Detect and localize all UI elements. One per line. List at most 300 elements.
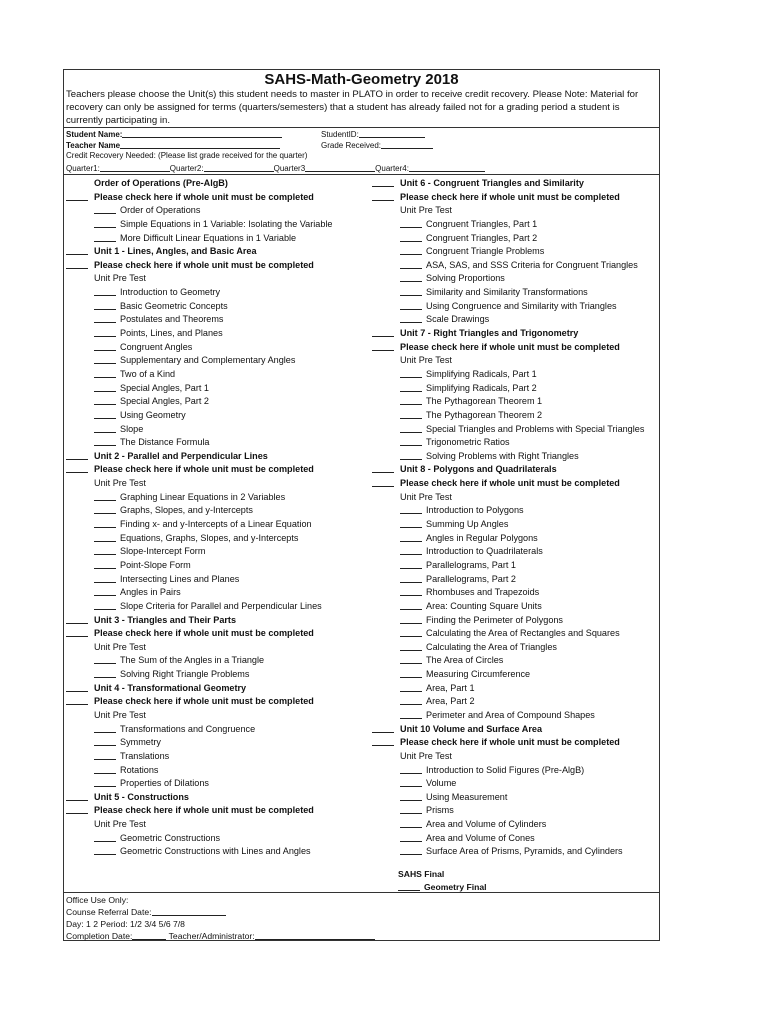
- checkbox-blank[interactable]: [94, 736, 116, 746]
- unit-pre-test: [372, 354, 660, 368]
- lesson-item-label: The Sum of the Angles in a Triangle: [120, 655, 265, 666]
- checkbox-blank[interactable]: [372, 463, 394, 473]
- unit-heading-label: Unit 1 - Lines, Angles, and Basic Area: [94, 246, 257, 257]
- checkbox-blank[interactable]: [400, 845, 422, 855]
- checkbox-blank[interactable]: [94, 586, 116, 596]
- checkbox-blank[interactable]: [94, 491, 116, 501]
- lesson-item-label: Symmetry: [120, 737, 161, 748]
- checkbox-blank[interactable]: [400, 791, 422, 801]
- checkbox-blank[interactable]: [400, 709, 422, 719]
- lesson-item[interactable]: [372, 436, 660, 450]
- checkbox-blank[interactable]: [400, 313, 422, 323]
- checkbox-blank[interactable]: [94, 764, 116, 774]
- lesson-item[interactable]: [66, 341, 366, 355]
- lesson-item[interactable]: [372, 395, 660, 409]
- checkbox-blank[interactable]: [400, 436, 422, 446]
- lesson-item-label: Supplementary and Complementary Angles: [120, 355, 296, 366]
- lesson-item[interactable]: [66, 573, 366, 587]
- lesson-item[interactable]: [66, 218, 366, 232]
- unit-heading-label: Unit 6 - Congruent Triangles and Similarity: [400, 178, 584, 188]
- checkbox-blank[interactable]: [94, 654, 116, 664]
- checkbox-blank[interactable]: [400, 450, 422, 460]
- unit-heading[interactable]: [66, 450, 366, 464]
- unit-heading-label: Unit 4 - Transformational Geometry: [94, 682, 247, 693]
- checkbox-blank[interactable]: [94, 382, 116, 392]
- lesson-item[interactable]: [372, 300, 660, 314]
- checkbox-blank[interactable]: [372, 191, 394, 201]
- quarter4-line[interactable]: [409, 162, 485, 172]
- whole-unit-check[interactable]: [66, 191, 366, 205]
- lesson-item-label: Translations: [120, 750, 170, 761]
- checkbox-blank[interactable]: [94, 300, 116, 310]
- lesson-item-label: Prisms: [426, 805, 454, 816]
- lesson-item[interactable]: [372, 682, 660, 696]
- lesson-item[interactable]: [372, 586, 660, 600]
- whole-unit-check-label: Please check here if whole unit must be completed: [94, 628, 314, 639]
- unit-pre-test-label: Unit Pre Test: [400, 491, 452, 502]
- lesson-item-label: Points, Lines, and Planes: [120, 328, 223, 339]
- counsel-referral-label: Counse Referral Date:: [66, 907, 152, 917]
- unit-pre-test-label: Unit Pre Test: [94, 819, 146, 830]
- unit-pre-test-label: Unit Pre Test: [94, 641, 146, 652]
- whole-unit-check-label: Please check here if whole unit must be completed: [94, 464, 314, 475]
- checkbox-blank[interactable]: [94, 518, 116, 528]
- checkbox-blank[interactable]: [400, 368, 422, 378]
- checkbox-blank[interactable]: [400, 395, 422, 405]
- lesson-item[interactable]: [66, 654, 366, 668]
- lesson-item-label: Area: Counting Square Units: [426, 600, 542, 611]
- unit-heading[interactable]: [372, 723, 660, 737]
- checkbox-blank[interactable]: [400, 764, 422, 774]
- lesson-item-label: Congruent Triangle Problems: [426, 246, 545, 257]
- whole-unit-check[interactable]: [372, 341, 660, 355]
- checkbox-blank[interactable]: [400, 286, 422, 296]
- whole-unit-check-label: Please check here if whole unit must be completed: [400, 478, 620, 489]
- lesson-item[interactable]: [372, 600, 660, 614]
- unit-heading[interactable]: [372, 327, 660, 341]
- unit-heading-label: Unit 5 - Constructions: [94, 791, 189, 802]
- checkbox-blank[interactable]: [400, 682, 422, 692]
- grade-received-line[interactable]: [381, 139, 433, 149]
- checkbox-blank[interactable]: [372, 327, 394, 337]
- lesson-item[interactable]: [372, 259, 660, 273]
- lesson-item-label: Using Geometry: [120, 409, 186, 420]
- lesson-item[interactable]: [372, 695, 660, 709]
- unit-pre-test: [66, 818, 366, 832]
- lesson-item[interactable]: [372, 382, 660, 396]
- unit-heading[interactable]: [372, 463, 660, 477]
- checkbox-blank[interactable]: [94, 723, 116, 733]
- lesson-item-label: Scale Drawings: [426, 314, 490, 325]
- checkbox-blank[interactable]: [94, 286, 116, 296]
- lesson-item[interactable]: [66, 832, 366, 846]
- checkbox-blank[interactable]: [66, 450, 88, 460]
- checkbox-blank[interactable]: [94, 341, 116, 351]
- lesson-item-label: Introduction to Solid Figures (Pre-AlgB): [426, 764, 585, 775]
- checkbox-blank[interactable]: [400, 654, 422, 664]
- checkbox-blank[interactable]: [400, 272, 422, 282]
- quarter1-label: Quarter1:: [66, 164, 100, 173]
- lesson-item-label: Point-Slope Form: [120, 559, 191, 570]
- checkbox-blank[interactable]: [94, 218, 116, 228]
- lesson-item-label: Slope: [120, 423, 144, 434]
- checkbox-blank[interactable]: [94, 232, 116, 242]
- lesson-item-label: Transformations and Congruence: [120, 723, 256, 734]
- lesson-item[interactable]: [372, 764, 660, 778]
- lesson-item-label: Area and Volume of Cylinders: [426, 819, 547, 830]
- right-unit-column: [372, 177, 660, 859]
- unit-heading[interactable]: [66, 177, 366, 191]
- checkbox-blank[interactable]: [94, 668, 116, 678]
- lesson-item[interactable]: [66, 600, 366, 614]
- checkbox-blank[interactable]: [94, 832, 116, 842]
- lesson-item[interactable]: [66, 232, 366, 246]
- lesson-item[interactable]: [372, 368, 660, 382]
- divider: [64, 174, 659, 175]
- instructions-text: Teachers please choose the Unit(s) this student needs to master in PLATO in order to receive credit recovery. Please Note: Material for recovery can only be assigned for terms (quarters/semesters) that a student has already failed not for a grading period a student is currently participating in.: [66, 89, 639, 126]
- teacher-admin-line[interactable]: [255, 930, 375, 940]
- checkbox-blank[interactable]: [94, 504, 116, 514]
- checkbox-blank[interactable]: [94, 354, 116, 364]
- unit-heading[interactable]: [66, 682, 366, 696]
- quarter4-label: Quarter4:: [375, 164, 409, 173]
- checkbox-blank[interactable]: [400, 695, 422, 705]
- checkbox-blank[interactable]: [398, 881, 420, 891]
- checkbox-blank[interactable]: [400, 777, 422, 787]
- lesson-item[interactable]: [372, 286, 660, 300]
- lesson-item-label: ASA, SAS, and SSS Criteria for Congruent Triangles: [426, 259, 638, 270]
- whole-unit-check[interactable]: [66, 463, 366, 477]
- lesson-item[interactable]: [66, 382, 366, 396]
- completion-date-label: Completion Date:: [66, 931, 133, 941]
- lesson-item-label: Area, Part 1: [426, 682, 475, 693]
- checkbox-blank[interactable]: [400, 818, 422, 828]
- lesson-item-label: Graphing Linear Equations in 2 Variables: [120, 491, 286, 502]
- checkbox-blank[interactable]: [400, 627, 422, 637]
- checkbox-blank[interactable]: [372, 177, 394, 187]
- lesson-item[interactable]: [66, 300, 366, 314]
- checkbox-blank[interactable]: [94, 395, 116, 405]
- quarter3-line[interactable]: [305, 162, 375, 172]
- lesson-item-label: Introduction to Quadrilaterals: [426, 546, 543, 557]
- final-heading: SAHS Final: [398, 869, 445, 879]
- lesson-item[interactable]: [66, 286, 366, 300]
- lesson-item[interactable]: [66, 736, 366, 750]
- checkbox-blank[interactable]: [66, 682, 88, 692]
- unit-heading-label: Unit 2 - Parallel and Perpendicular Lines: [94, 450, 268, 461]
- lesson-item-label: Equations, Graphs, Slopes, and y-Intercepts: [120, 532, 299, 543]
- lesson-item-label: Rhombuses and Trapezoids: [426, 587, 540, 598]
- checkbox-blank[interactable]: [94, 750, 116, 760]
- lesson-item-label: Basic Geometric Concepts: [120, 300, 228, 311]
- checkbox-blank[interactable]: [400, 641, 422, 651]
- checkbox-blank[interactable]: [66, 463, 88, 473]
- form-title: SAHS-Math-Geometry 2018: [264, 71, 459, 88]
- checkbox-blank[interactable]: [66, 191, 88, 201]
- unit-heading[interactable]: [372, 177, 660, 191]
- unit-heading-label: Order of Operations (Pre-AlgB): [94, 178, 228, 188]
- checkbox-blank[interactable]: [400, 382, 422, 392]
- final-section: [398, 868, 487, 894]
- lesson-item-label: Simple Equations in 1 Variable: Isolating the Variable: [120, 218, 333, 229]
- checkbox-blank[interactable]: [400, 504, 422, 514]
- unit-pre-test-label: Unit Pre Test: [94, 478, 146, 489]
- lesson-item-label: Properties of Dilations: [120, 778, 209, 789]
- lesson-item[interactable]: [372, 218, 660, 232]
- grade-received-label: Grade Received:: [321, 141, 382, 150]
- unit-pre-test-label: Unit Pre Test: [94, 273, 146, 284]
- lesson-item-label: Volume: [426, 778, 457, 789]
- unit-heading[interactable]: [66, 791, 366, 805]
- lesson-item[interactable]: [372, 450, 660, 464]
- checkbox-blank[interactable]: [400, 232, 422, 242]
- office-use-label: Office Use Only:: [66, 895, 129, 905]
- lesson-item[interactable]: [66, 723, 366, 737]
- lesson-item[interactable]: [372, 573, 660, 587]
- checkbox-blank[interactable]: [66, 245, 88, 255]
- checkbox-blank[interactable]: [400, 545, 422, 555]
- lesson-item[interactable]: [66, 518, 366, 532]
- whole-unit-check[interactable]: [372, 191, 660, 205]
- lesson-item-label: Intersecting Lines and Planes: [120, 573, 240, 584]
- unit-heading-label: Unit 7 - Right Triangles and Trigonometry: [400, 328, 579, 339]
- lesson-item[interactable]: [372, 804, 660, 818]
- counsel-referral-line[interactable]: [152, 906, 226, 916]
- lesson-item[interactable]: [66, 668, 366, 682]
- checkbox-blank[interactable]: [94, 204, 116, 214]
- lesson-item-label: Congruent Angles: [120, 341, 193, 352]
- checkbox-blank[interactable]: [94, 436, 116, 446]
- checkbox-blank[interactable]: [400, 586, 422, 596]
- whole-unit-check[interactable]: [66, 804, 366, 818]
- student-id-line[interactable]: [359, 128, 425, 138]
- teacher-name-field[interactable]: [66, 139, 280, 151]
- final-item-label: Geometry Final: [424, 882, 487, 892]
- checkbox-blank[interactable]: [400, 532, 422, 542]
- unit-pre-test: [372, 204, 660, 218]
- checkbox-blank[interactable]: [94, 532, 116, 542]
- checkbox-blank[interactable]: [400, 409, 422, 419]
- checkbox-blank[interactable]: [400, 259, 422, 269]
- checkbox-blank[interactable]: [372, 341, 394, 351]
- lesson-item[interactable]: [372, 272, 660, 286]
- checkbox-blank[interactable]: [94, 327, 116, 337]
- checkbox-blank[interactable]: [66, 695, 88, 705]
- whole-unit-check-label: Please check here if whole unit must be completed: [400, 191, 620, 202]
- checkbox-blank[interactable]: [400, 245, 422, 255]
- lesson-item[interactable]: [372, 545, 660, 559]
- lesson-item[interactable]: [66, 368, 366, 382]
- lesson-item-label: Order of Operations: [120, 205, 201, 216]
- lesson-item[interactable]: [66, 409, 366, 423]
- lesson-item[interactable]: [372, 532, 660, 546]
- lesson-item-label: More Difficult Linear Equations in 1 Variable: [120, 232, 297, 243]
- checkbox-blank[interactable]: [94, 573, 116, 583]
- lesson-item-label: Graphs, Slopes, and y-Intercepts: [120, 505, 253, 516]
- checkbox-blank[interactable]: [400, 804, 422, 814]
- lesson-item-label: Solving Proportions: [426, 273, 505, 284]
- lesson-item-label: Two of a Kind: [120, 368, 176, 379]
- whole-unit-check-label: Please check here if whole unit must be completed: [94, 259, 314, 270]
- whole-unit-check[interactable]: [66, 627, 366, 641]
- unit-pre-test: [66, 709, 366, 723]
- lesson-item[interactable]: [372, 504, 660, 518]
- lesson-item-label: Solving Problems with Right Triangles: [426, 450, 579, 461]
- whole-unit-check[interactable]: [66, 695, 366, 709]
- lesson-item[interactable]: [66, 423, 366, 437]
- credit-recovery-note: Credit Recovery Needed: (Please list grade received for the quarter): [66, 151, 308, 160]
- lesson-item-label: Parallelograms, Part 2: [426, 573, 516, 584]
- checkbox-blank[interactable]: [372, 477, 394, 487]
- unit-heading[interactable]: [66, 614, 366, 628]
- lesson-item-label: Rotations: [120, 764, 159, 775]
- whole-unit-check[interactable]: [66, 259, 366, 273]
- lesson-item[interactable]: [66, 327, 366, 341]
- lesson-item[interactable]: [66, 777, 366, 791]
- lesson-item[interactable]: [372, 791, 660, 805]
- checkbox-blank[interactable]: [66, 791, 88, 801]
- whole-unit-check-label: Please check here if whole unit must be completed: [94, 805, 314, 816]
- lesson-item-label: Congruent Triangles, Part 2: [426, 232, 538, 243]
- lesson-item[interactable]: [372, 641, 660, 655]
- checkbox-blank[interactable]: [66, 627, 88, 637]
- lesson-item-label: The Pythagorean Theorem 2: [426, 409, 543, 420]
- checkbox-blank[interactable]: [94, 845, 116, 855]
- checkbox-blank[interactable]: [400, 559, 422, 569]
- unit-pre-test: [66, 477, 366, 491]
- lesson-item[interactable]: [66, 354, 366, 368]
- checkbox-blank[interactable]: [372, 736, 394, 746]
- checkbox-blank[interactable]: [94, 777, 116, 787]
- checkbox-blank[interactable]: [94, 368, 116, 378]
- lesson-item-label: Geometric Constructions: [120, 832, 221, 843]
- lesson-item[interactable]: [66, 313, 366, 327]
- lesson-item[interactable]: [372, 559, 660, 573]
- lesson-item[interactable]: [66, 204, 366, 218]
- lesson-item-label: Special Angles, Part 1: [120, 382, 209, 393]
- lesson-item-label: Congruent Triangles, Part 1: [426, 218, 538, 229]
- student-name-label: Student Name:: [66, 130, 123, 139]
- checkbox-blank[interactable]: [400, 300, 422, 310]
- unit-heading-label: Unit 3 - Triangles and Their Parts: [94, 614, 236, 625]
- lesson-item-label: Parallelograms, Part 1: [426, 559, 516, 570]
- lesson-item[interactable]: [372, 832, 660, 846]
- lesson-item[interactable]: [66, 504, 366, 518]
- lesson-item-label: Special Triangles and Problems with Special Triangles: [426, 423, 645, 434]
- teacher-admin-label: Teacher/Administrator:: [168, 931, 255, 941]
- lesson-item-label: Special Angles, Part 2: [120, 396, 209, 407]
- quarter1-line[interactable]: [100, 162, 170, 172]
- lesson-item[interactable]: [66, 532, 366, 546]
- lesson-item-label: The Area of Circles: [426, 655, 504, 666]
- lesson-item-label: The Distance Formula: [120, 437, 210, 448]
- lesson-item-label: Using Measurement: [426, 791, 508, 802]
- lesson-item[interactable]: [66, 436, 366, 450]
- lesson-item[interactable]: [66, 491, 366, 505]
- whole-unit-check[interactable]: [372, 736, 660, 750]
- unit-pre-test-label: Unit Pre Test: [400, 355, 452, 366]
- quarter2-line[interactable]: [204, 162, 274, 172]
- lesson-item-label: Solving Right Triangle Problems: [120, 669, 250, 680]
- lesson-item[interactable]: [372, 614, 660, 628]
- whole-unit-check[interactable]: [372, 477, 660, 491]
- checkbox-blank[interactable]: [66, 614, 88, 624]
- lesson-item-label: Angles in Pairs: [120, 587, 181, 598]
- lesson-item-label: Surface Area of Prisms, Pyramids, and Cylinders: [426, 846, 623, 857]
- lesson-item[interactable]: [372, 409, 660, 423]
- lesson-item[interactable]: [372, 245, 660, 259]
- checkbox-blank[interactable]: [400, 832, 422, 842]
- completion-field[interactable]: [66, 930, 375, 942]
- unit-heading-label: Unit 8 - Polygons and Quadrilaterals: [400, 464, 557, 475]
- lesson-item[interactable]: [372, 709, 660, 723]
- checkbox-blank[interactable]: [94, 600, 116, 610]
- checkbox-blank[interactable]: [400, 423, 422, 433]
- grade-received-field[interactable]: [321, 139, 433, 151]
- lesson-item[interactable]: [372, 518, 660, 532]
- credit-recovery-form: [63, 69, 660, 941]
- lesson-item[interactable]: [372, 818, 660, 832]
- checkbox-blank[interactable]: [400, 218, 422, 228]
- whole-unit-check-label: Please check here if whole unit must be completed: [400, 737, 620, 748]
- checkbox-blank[interactable]: [94, 409, 116, 419]
- checkbox-blank[interactable]: [400, 573, 422, 583]
- lesson-item[interactable]: [372, 845, 660, 859]
- whole-unit-check-label: Please check here if whole unit must be completed: [94, 191, 314, 202]
- lesson-item[interactable]: [372, 627, 660, 641]
- lesson-item[interactable]: [372, 232, 660, 246]
- student-name-line[interactable]: [122, 128, 282, 138]
- lesson-item[interactable]: [66, 586, 366, 600]
- lesson-item[interactable]: [372, 654, 660, 668]
- whole-unit-check-label: Please check here if whole unit must be completed: [400, 341, 620, 352]
- checkbox-blank[interactable]: [94, 545, 116, 555]
- checkbox-blank[interactable]: [400, 518, 422, 528]
- checkbox-blank[interactable]: [372, 723, 394, 733]
- teacher-name-line[interactable]: [120, 139, 280, 149]
- checkbox-blank[interactable]: [94, 313, 116, 323]
- lesson-item[interactable]: [372, 777, 660, 791]
- whole-unit-check-label: Please check here if whole unit must be completed: [94, 696, 314, 707]
- completion-date-line[interactable]: [132, 930, 166, 940]
- lesson-item[interactable]: [66, 845, 366, 859]
- lesson-item-label: Geometric Constructions with Lines and Angles: [120, 846, 311, 857]
- lesson-item[interactable]: [372, 668, 660, 682]
- checkbox-blank[interactable]: [66, 804, 88, 814]
- lesson-item-label: Area and Volume of Cones: [426, 832, 535, 843]
- checkbox-blank[interactable]: [94, 559, 116, 569]
- lesson-item[interactable]: [66, 395, 366, 409]
- lesson-item[interactable]: [372, 423, 660, 437]
- checkbox-blank[interactable]: [66, 259, 88, 269]
- unit-heading[interactable]: [66, 245, 366, 259]
- checkbox-blank[interactable]: [400, 614, 422, 624]
- lesson-item[interactable]: [66, 545, 366, 559]
- unit-pre-test-label: Unit Pre Test: [94, 709, 146, 720]
- lesson-item-label: Summing Up Angles: [426, 519, 509, 530]
- lesson-item-label: Finding x- and y-Intercepts of a Linear Equation: [120, 519, 312, 530]
- lesson-item-label: Introduction to Polygons: [426, 505, 524, 516]
- checkbox-blank[interactable]: [400, 600, 422, 610]
- lesson-item[interactable]: [66, 750, 366, 764]
- counsel-referral-field[interactable]: [66, 906, 375, 918]
- lesson-item[interactable]: [66, 559, 366, 573]
- checkbox-blank[interactable]: [400, 668, 422, 678]
- lesson-item[interactable]: [66, 764, 366, 778]
- lesson-item-label: Measuring Circumference: [426, 669, 531, 680]
- checkbox-blank[interactable]: [94, 423, 116, 433]
- lesson-item[interactable]: [372, 313, 660, 327]
